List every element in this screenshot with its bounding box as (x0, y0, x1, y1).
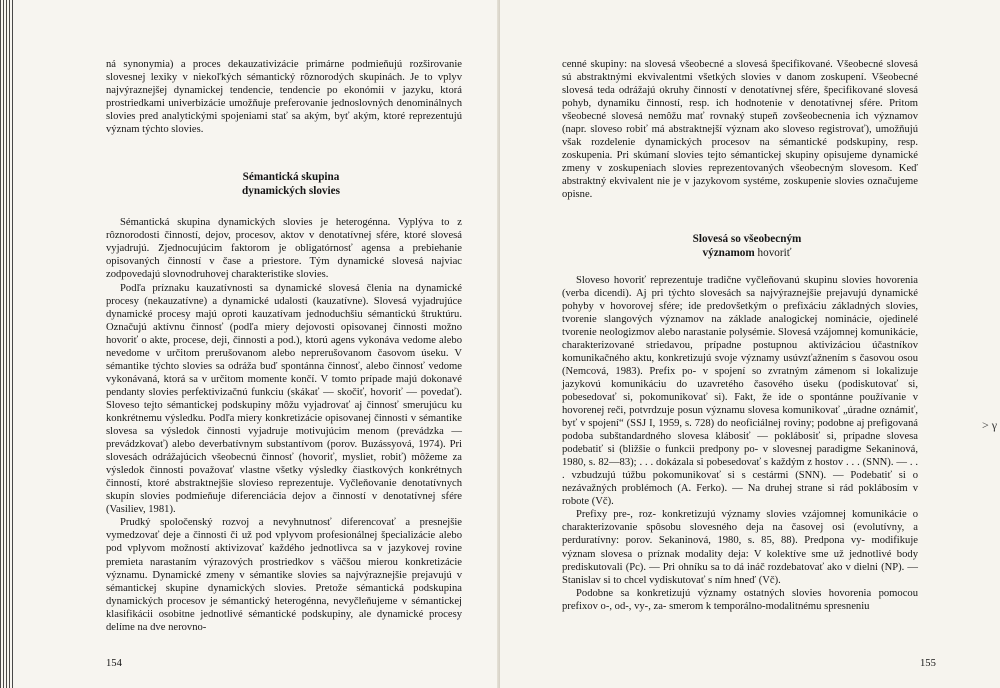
page-number: 155 (920, 658, 936, 669)
section-heading: Slovesá so všeobecným (692, 232, 802, 245)
paragraph: cenné skupiny: na slovesá všeobecné a slovesá špecifikované. Všeobecné slovesá sú abstraktnými ekvivalentmi všetkých slovies v danom zoskupení. Všeobecné slovesá teda odrážajú okruhy činností v denotatívnej sfére, špecifikované slovesá pohyb, dynamiku činností, resp. ich hodnotenie v denotatívnej sfére. Pritom všeobecné slovesá nemôžu mať rovnaký stupeň zovšeobecnenia ich významov (napr. sloveso robiť má abstraktnejší význam ako sloveso registrovať), umožňujú však rozdelenie dynamických procesov na sémantické podskupiny, resp. zoskupenia. Pri skúmaní slovies tejto sémantickej skupiny opisujeme dynamické zmeny v zoskupeniach slovies reprezentovaných všeobecným slovesom. Keď abstraktný ekvivalent nie je v jazykovom systéme, zoskupenie slovies označujeme opisne. (562, 59, 918, 201)
right-text-column (562, 58, 918, 613)
section-heading: dynamických slovies (242, 185, 340, 198)
margin-pencil-mark: ˃ γ (982, 418, 998, 432)
right-page (500, 0, 1000, 688)
left-text-column (106, 58, 462, 634)
paragraph: Sémantická skupina dynamických slovies je heterogénna. Vyplýva to z rôznorodosti činností, dejov, procesov, aktov v denotatívnej sfére, ktoré slovesá vyjadrujú. Zjednocujúcim faktorom je obligatórnosť agensa a prebiehanie opisovaných činností v čase a priestore. Tým dynamické slovesá najviac zodpovedajú slovnodruhovej charakteristike slovies. (106, 217, 462, 281)
paragraph: Sloveso hovoriť reprezentuje tradične vyčleňovanú skupinu slovies hovorenia (verba dicendi). Aj pri týchto slovesách sa najvýraznejšie prejavujú dynamické pohyby v hovorovej sfére; ide predovšetkým o prefixáciu základných slovies, tvorenie slangových významov na základe analogickej nominácie, ojedinelé tvorenie neologizmov alebo narastanie polysémie. Slovesá vzájomnej komunikácie, charakterizované striedavou, prípadne postupnou aktivizáciou účastníkov komunikačného aktu, konkretizujú svoje významy usúvzťažnením s časovou osou (Nemcová, 1983). Prefix po- v spojení so zvratným zámenom si lokalizuje jazykovú komunikáciu do uzavretého časového úseku (podiskutovať si, pobesedovať si, pokomunikovať si). Fakt, že ide o spontánne používanie v hovorenej reči, potvrdzuje posun významu slovesa komunikovať „úradne oznámiť, byť v spojení“ (SSJ I, 1959, s. 728) do neoficiálnej roviny; podobne aj prefigovaná podoba subštandardného slovesa klábosiť — poklábosiť si, prípadne slovesa podebatiť si (bližšie o funkcii predpony po- v slovesnej paradigme Sekaninová, 1980, s. 82—83); . . . dokázala si pobesedovať s každým z hostov . . . (SNN). — . . . vzbudzujú túžbu pokomunikovať si s cestármi (SNN). — Podebatiť si o nezávažných problémoch (A. Ferko). — Na druhej strane si rád poklábosím v robote (Vč). (562, 274, 918, 508)
paragraph: Prudký spoločenský rozvoj a nevyhnutnosť diferencovať a presnejšie vymedzovať deje a činnosti či už pod vplyvom profesionálnej špecializácie alebo pod vplyvom možností aktivizovať každého jednotlivca sa v jazykovej rovine premieta narastaním výrazových prostriedkov s väčšou mierou konkretizácie významu. Dynamické zmeny v sémantike slovies sa najvýraznejšie prejavujú v sémantickej skupine dynamických slovies. Pretože sémantická podskupina dynamických procesov je sémantický heterogénna, nevyčleňujeme v sémantickej klasifikácii osobitne jednotlivé sémantické podskupiny, ale dynamické procesy delíme na dve nerovno- (106, 517, 462, 633)
section-heading: Sémantická skupina (242, 171, 340, 184)
heading-bold-part: významom (702, 246, 755, 259)
page-number: 154 (106, 658, 122, 669)
paragraph: Prefixy pre-, roz- konkretizujú významy slovies vzájomnej komunikácie o charakterizovanie spôsobu slovesného deja na časovej osi (evolutívny, a perduratívny: porov. Sekaninová, 1980, s. 85, 88). Predpona vy- modifikuje význam slovesa o príznak modality deja: V kolektíve sme už jednotlivé body prediskutovali (Pc). — Pri ohníku sa to dá ináč rozdebatovať ako v dielni (NP). — Stanislav si to chcel vydiskutovať s ním hneď (Vč). (562, 509, 918, 586)
heading-plain-part: hovoriť (757, 246, 792, 259)
section-heading (562, 246, 918, 260)
paragraph: Podľa príznaku kauzatívnosti sa dynamické slovesá členia na dynamické procesy (nekauzatívne) a dynamické udalosti (kauzatívne). Slovesá vyjadrujúce dynamické procesy majú oproti kauzatívam jednoduchšiu sémantickú štruktúru. Označujú aktívnu činnosť (podľa miery dejovosti opisovanej činnosti možno hovoriť o akte, procese, deji, činnosti a pod.), ktorú agens vykonáva vedome alebo nevedome v určitom prerušovanom alebo neprerušovanom časovom úseku. V sémantike týchto slovies sa odráža buď spontánna činnosť, alebo činnosť vedome vykonávaná, ktorá sa v určitom momente končí. V tomto prípade majú dokonavé pendanty slovies perfektivizačnú funkciu (skákať — skočiť, hovoriť — povedať). Sloveso tejto sémantickej podskupiny môžu vyjadrovať aj činnosť smerujúcu ku konkrétnemu výsledku. Podľa miery konkretizácie opisovanej činnosti v sémantike slovesa sa výsledok činnosti vyjadruje motivujúcim menom (prevádzka — prevádzkovať) alebo deverbatívnym substantívom (porov. Buzássyová, 1974). Pri slovesách odrážajúcich všeobecnú činnosť (hovoriť, mysliet, robiť) môžeme za výsledok činnosti považovať vlastne všetky výsledky čiastkových konkrétnych činností, ktoré abstraktnejšie slovieso reprezentuje. Vyčleňovanie denotatívnych skupín slovies podmieňuje diferenciácia dejov a činností v denotatívnej sfére (Vasiliev, 1981). (106, 282, 462, 516)
page-edge-shadow (0, 0, 14, 688)
paragraph: Podobne sa konkretizujú významy ostatných slovies hovorenia pomocou prefixov o-, od-, vy-, za- smerom k temporálno-modalitnému spresneniu (562, 587, 918, 612)
paragraph: ná synonymia) a proces dekauzativizácie primárne podmieňujú rozširovanie slovesnej lexiky v niekoľkých sémantický rôznorodých skupinách. Je to vplyv najvýraznejšej dynamickej tendencie, tendencie po ekonómii v jazyku, ktorá prostriedkami univerbizácie umožňuje preferovanie jednoslovných denominálnych slovies pred analytickými spojeniami stať sa akým, byť akým, ktoré reprezentujú význam týchto slovies. (106, 59, 462, 136)
